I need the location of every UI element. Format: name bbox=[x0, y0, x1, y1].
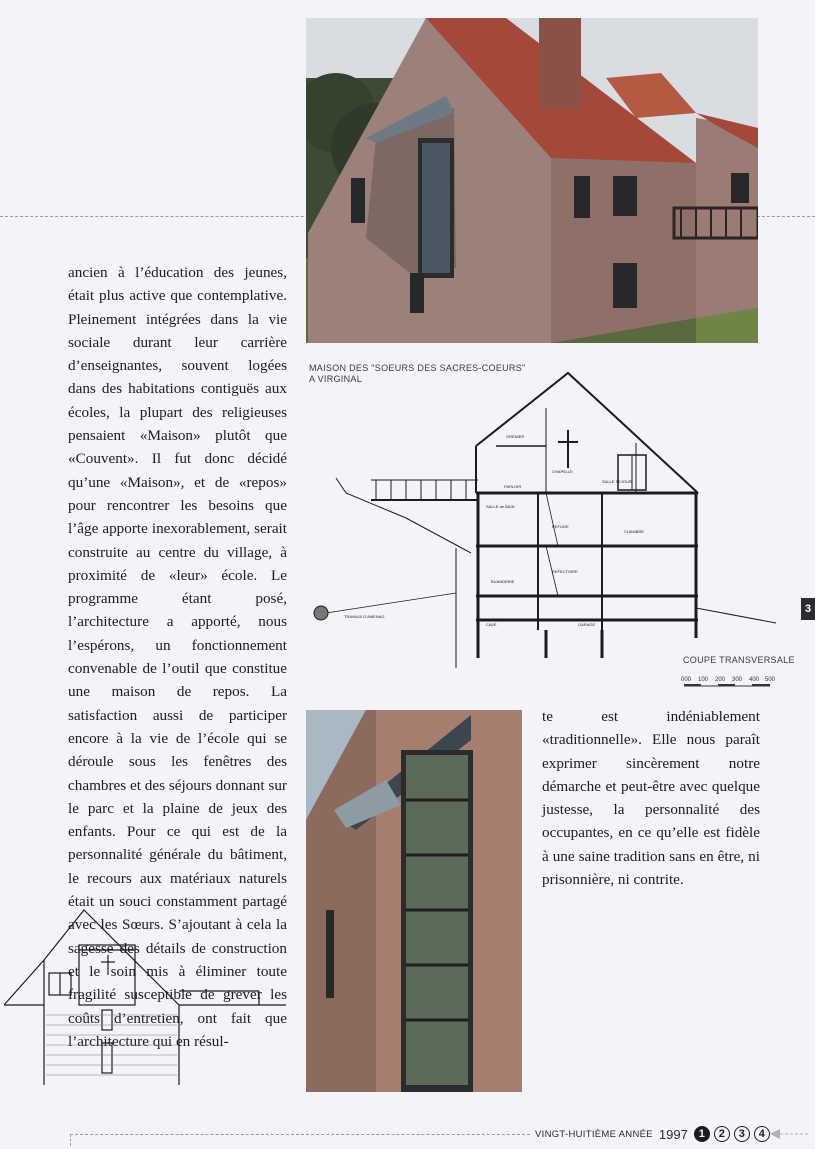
scale-tick-label: 400 bbox=[749, 677, 760, 683]
scale-tick-label: 200 bbox=[715, 677, 726, 683]
bay-window-photo bbox=[306, 710, 522, 1092]
room-label: TRAVAUX D'AMENAG. bbox=[344, 614, 386, 619]
house-exterior-illustration bbox=[306, 18, 758, 343]
drawing-caption-title: MAISON DES "SOEURS DES SACRES-COEURS" bbox=[309, 363, 526, 373]
arrow-left-icon bbox=[770, 1127, 810, 1141]
scale-tick-label: 000 bbox=[681, 677, 692, 683]
scale-tick-label: 300 bbox=[732, 677, 743, 683]
part-indicator-3: 3 bbox=[734, 1126, 750, 1142]
room-label: CHAMBRE bbox=[624, 529, 645, 534]
drawing-caption-subtitle: A VIRGINAL bbox=[309, 374, 363, 384]
room-label: REFUGE bbox=[552, 524, 569, 529]
room-label: PARLOIR bbox=[504, 484, 522, 489]
page-tab: 3 bbox=[801, 598, 815, 620]
elevation-drawing bbox=[4, 905, 290, 1085]
bay-window-illustration bbox=[306, 710, 522, 1092]
room-label: SALLE SEJOUR bbox=[602, 479, 632, 484]
part-indicator-2: 2 bbox=[714, 1126, 730, 1142]
section-label: COUPE TRANSVERSALE bbox=[683, 655, 795, 665]
footer-year: 1997 bbox=[658, 1126, 688, 1142]
footer-label: VINGT-HUITIÈME ANNÉE bbox=[535, 1128, 653, 1140]
room-label: CHAPELLE bbox=[552, 469, 573, 474]
part-indicator-1: 1 bbox=[694, 1126, 710, 1142]
article-text-right: te est indéniablement «traditionnelle». Elle nous paraît exprimer sincèrement notre démarche et peut-être avec quelque justesse, la personnalité des occupantes, en ce qu’elle est fidèle à une saine tradition sans en être, ni prisonnière, ni contrite. bbox=[542, 708, 760, 889]
part-indicator-4: 4 bbox=[754, 1126, 770, 1142]
scale-tick-label: 500 bbox=[765, 677, 776, 683]
room-label: REFECTOIRE bbox=[552, 569, 578, 574]
scale-tick-label: 100 bbox=[698, 677, 709, 683]
room-label: GRENIER bbox=[506, 434, 525, 439]
cross-section-drawing bbox=[306, 368, 776, 693]
room-label: SALLE de BAIN bbox=[486, 504, 515, 509]
article-text-left: ancien à l’éducation des jeunes, était plus active que contemplative. Pleinement intégrées dans la vie sociale durant leur carrière d’enseignantes, souvent logées dans des habitations contiguës aux écoles, la plupart des religieuses pensaient «Maison» plutôt que «Couvent». Il fut donc décidé qu’une «Maison», et de «repos» pour rencontrer les besoins que l’âge apporte inexorablement, serait construite au centre du village, à proximité de «leur» école. Le programme étant posé, l’architecture a apporté, nous l’espérons, un fonctionnement convenable de l’outil que constitue une maison de repos. La satisfaction aussi de participer encore à la vie de l’école qui se déroule sous les fenêtres des chambres et des séjours donnant sur le parc et la plaine de jeux des enfants. Pour ce qui est de la personnalité générale du bâtiment, le recours aux matériaux naturels était un souci constamment partagé avec les Sœurs. S’ajoutant à cela la sagesse des détails de construction et le soin mis à éliminer toute fragilité susceptible de grever les coûts d’entretien, ont fait que l’architecture qui en résul- bbox=[68, 264, 287, 1050]
room-label: CAVE bbox=[486, 622, 497, 627]
room-label: BUANDERIE bbox=[491, 579, 515, 584]
page-footer bbox=[535, 1125, 774, 1143]
room-label: GARAGE bbox=[578, 622, 596, 627]
house-exterior-photo bbox=[306, 18, 758, 343]
bottom-dashed-rule bbox=[70, 1134, 530, 1135]
bottom-dashed-rule-tick bbox=[70, 1134, 71, 1146]
